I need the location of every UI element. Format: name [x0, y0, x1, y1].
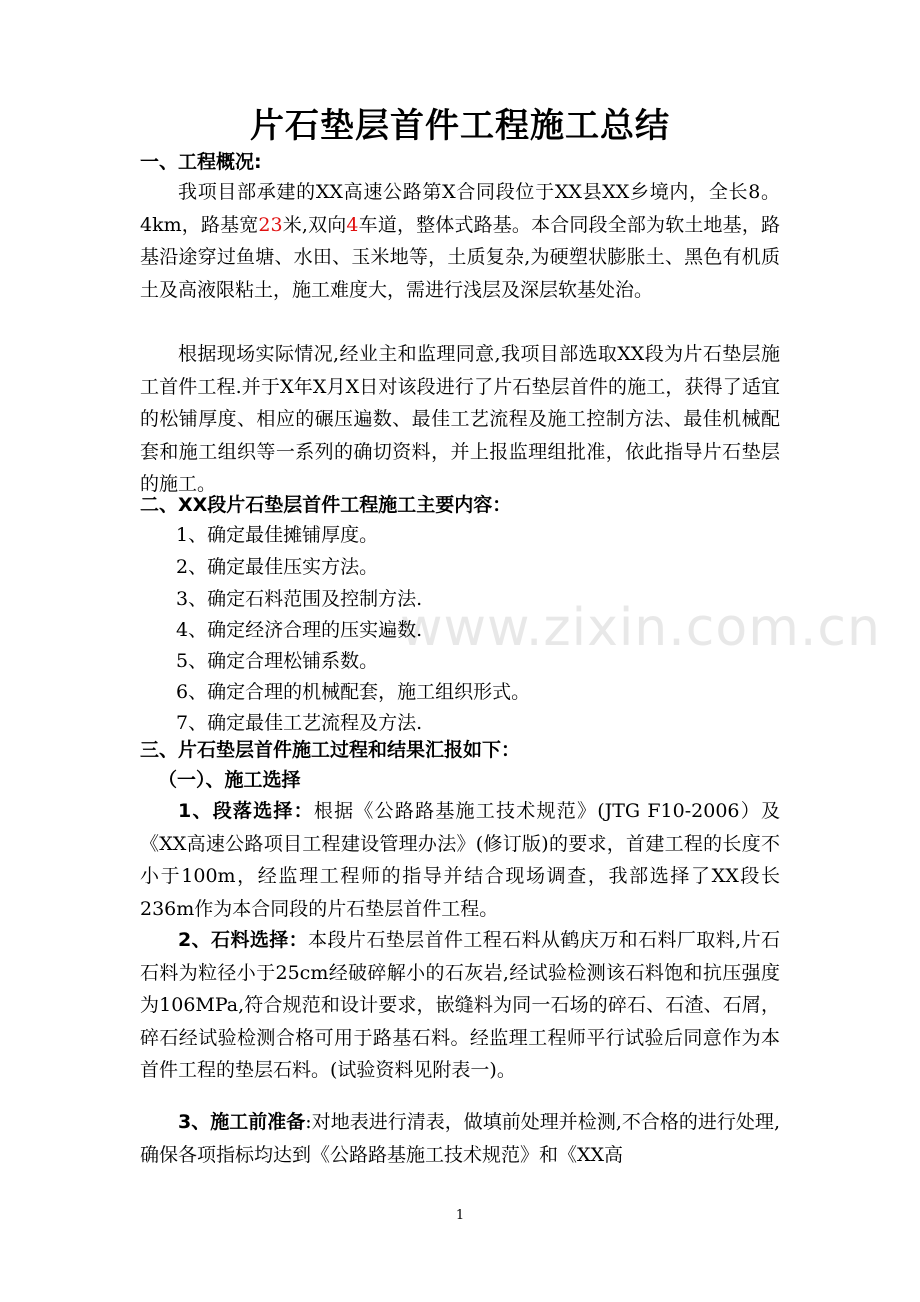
content-list-item: 3、确定石料范围及控制方法. [176, 588, 423, 610]
overview-paragraph-2: 根据现场实际情况,经业主和监理同意,我项目部选取XX段为片石垫层施工首件工程.并于X年X月X日对该段进行了片石垫层首件的施工，获得了适宜的松铺厚度、相应的碾压遍数、最佳工艺流程及施工控制方法、最佳机械配套和施工组织等一系列的确切资料，并上报监理组批准，依此指导片石垫层的施工。 [140, 343, 780, 496]
roadbed-width-value: 23 [258, 213, 283, 236]
section-heading-overview: 一、工程概况: [140, 151, 262, 173]
overview-text-b: 米,双向 [282, 213, 347, 236]
content-list-item: 4、确定经济合理的压实遍数. [176, 619, 423, 641]
content-list-item: 6、确定合理的机械配套，施工组织形式。 [176, 681, 531, 703]
preparation-text: :对地表进行清表，做填前处理并检测,不合格的进行处理,确保各项指标均达到《公路路基施工技术规范》和《XX高 [140, 1111, 780, 1166]
overview-paragraph-1 [140, 176, 780, 306]
content-list-item: 7、确定最佳工艺流程及方法. [176, 712, 423, 734]
content-list-item: 1、确定最佳摊铺厚度。 [176, 524, 379, 546]
lane-count-value: 4 [346, 213, 359, 236]
watermark: www.zixin.com.cn [400, 598, 881, 658]
content-list-item: 2、确定最佳压实方法。 [176, 556, 379, 578]
preparation-label: 3、施工前准备 [178, 1111, 306, 1133]
overview-text-c: 车道，整体式路基。本合同段全部为软土地基，路基沿途穿过鱼塘、水田、玉米地等，土质复杂,为硬塑状膨胀土、黑色有机质土及高液限粘土，施工难度大，需进行浅层及深层软基处治。 [140, 213, 780, 301]
subsection-heading-selection: （一）、施工选择 [158, 769, 301, 791]
stone-selection-paragraph [140, 924, 780, 1087]
preparation-paragraph [140, 1106, 780, 1171]
section-heading-contents: 二、XX段片石垫层首件工程施工主要内容： [140, 494, 512, 516]
section-heading-process: 三、片石垫层首件施工过程和结果汇报如下： [140, 739, 521, 761]
segment-selection-paragraph [140, 795, 780, 925]
content-list-item: 5、确定合理松铺系数。 [176, 650, 379, 672]
segment-selection-text: 根据《公路路基施工技术规范》(JTG F10-2006）及《XX高速公路项目工程建设管理办法》(修订版)的要求，首建工程的长度不小于100m，经监理工程师的指导并结合现场调查，我部选择了XX段长236m作为本合同段的片石垫层首件工程。 [140, 800, 780, 920]
stone-selection-label: 2、石料选择： [178, 929, 309, 951]
segment-selection-label: 1、段落选择： [178, 800, 314, 822]
page-number: 1 [455, 1208, 465, 1223]
overview-text-a: 我项目部承建的XX高速公路第X合同段位于XX县XX乡境内，全长8。4km，路基宽 [140, 181, 780, 236]
stone-selection-text: 本段片石垫层首件工程石料从鹤庆万和石料厂取料,片石石料为粒径小于25cm经破碎解小的石灰岩,经试验检测该石料饱和抗压强度为106MPa,符合规范和设计要求，嵌缝料为同一石场的碎石、石渣、石屑，碎石经试验检测合格可用于路基石料。经监理工程师平行试验后同意作为本首件工程的垫层石料。(试验资料见附表一)。 [140, 929, 780, 1082]
document-title: 片石垫层首件工程施工总结 [250, 106, 670, 146]
